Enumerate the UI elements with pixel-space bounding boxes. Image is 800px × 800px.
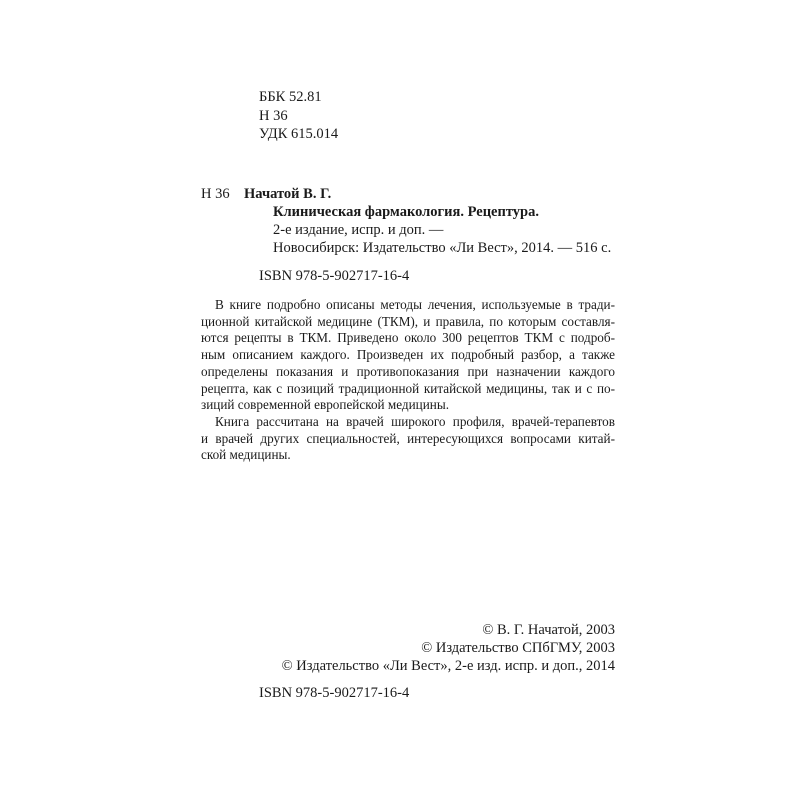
abstract-line: В книге подробно описаны методы лечения, используемые в тради- — [215, 297, 615, 312]
abstract-line: и врачей других специальностей, интересующихся вопросами китай- — [201, 430, 615, 446]
imprint-info: Новосибирск: Издательство «Ли Вест», 2014. — 516 с. — [273, 240, 612, 256]
bbk-code: ББК 52.81 — [259, 89, 322, 105]
copyright-block — [201, 621, 615, 675]
abstract-line: Книга рассчитана на врачей широкого профиля, врачей-терапевтов — [215, 413, 615, 429]
isbn-bottom: ISBN 978-5-902717-16-4 — [259, 685, 410, 701]
abstract-line: ным описанием каждого. Произведен их подробный разбор, а также — [201, 347, 615, 363]
abstract-paragraph-1 — [201, 297, 615, 414]
copyright-line: © Издательство «Ли Вест», 2-е изд. испр. и доп., 2014 — [281, 658, 615, 674]
abstract-line: определены показания и противопоказания при назначении каждого — [201, 363, 615, 379]
isbn-top: ISBN 978-5-902717-16-4 — [259, 268, 410, 284]
abstract-line: зиций современной европейской медицины. — [201, 397, 450, 413]
author-mark: Н 36 — [259, 107, 288, 124]
abstract-line: ционной китайской медицине (ТКМ), и правила, по которым составля- — [201, 313, 615, 329]
book-title: Клиническая фармакология. Рецептура. — [273, 204, 539, 220]
catalog-author: Начатой В. Г. — [244, 186, 332, 202]
abstract-line: ются рецепты в ТКМ. Приведено около 300 рецептов ТКМ с подроб- — [201, 330, 615, 346]
abstract-paragraph-2 — [201, 414, 615, 464]
bibliographic-description — [273, 203, 611, 257]
copyright-line: © Издательство СПбГМУ, 2003 — [421, 640, 615, 656]
copyright-line: © В. Г. Начатой, 2003 — [482, 622, 615, 638]
catalog-code: Н 36 — [201, 186, 230, 202]
abstract-line: ской медицины. — [201, 447, 291, 463]
classification-block — [259, 88, 338, 144]
edition-info: 2-е издание, испр. и доп. — — [273, 222, 444, 238]
udk-code: УДК 615.014 — [259, 126, 339, 142]
abstract-line: рецепта, как с позиций традиционной китайской медицины, так и с по- — [201, 380, 615, 396]
abstract — [201, 297, 615, 464]
